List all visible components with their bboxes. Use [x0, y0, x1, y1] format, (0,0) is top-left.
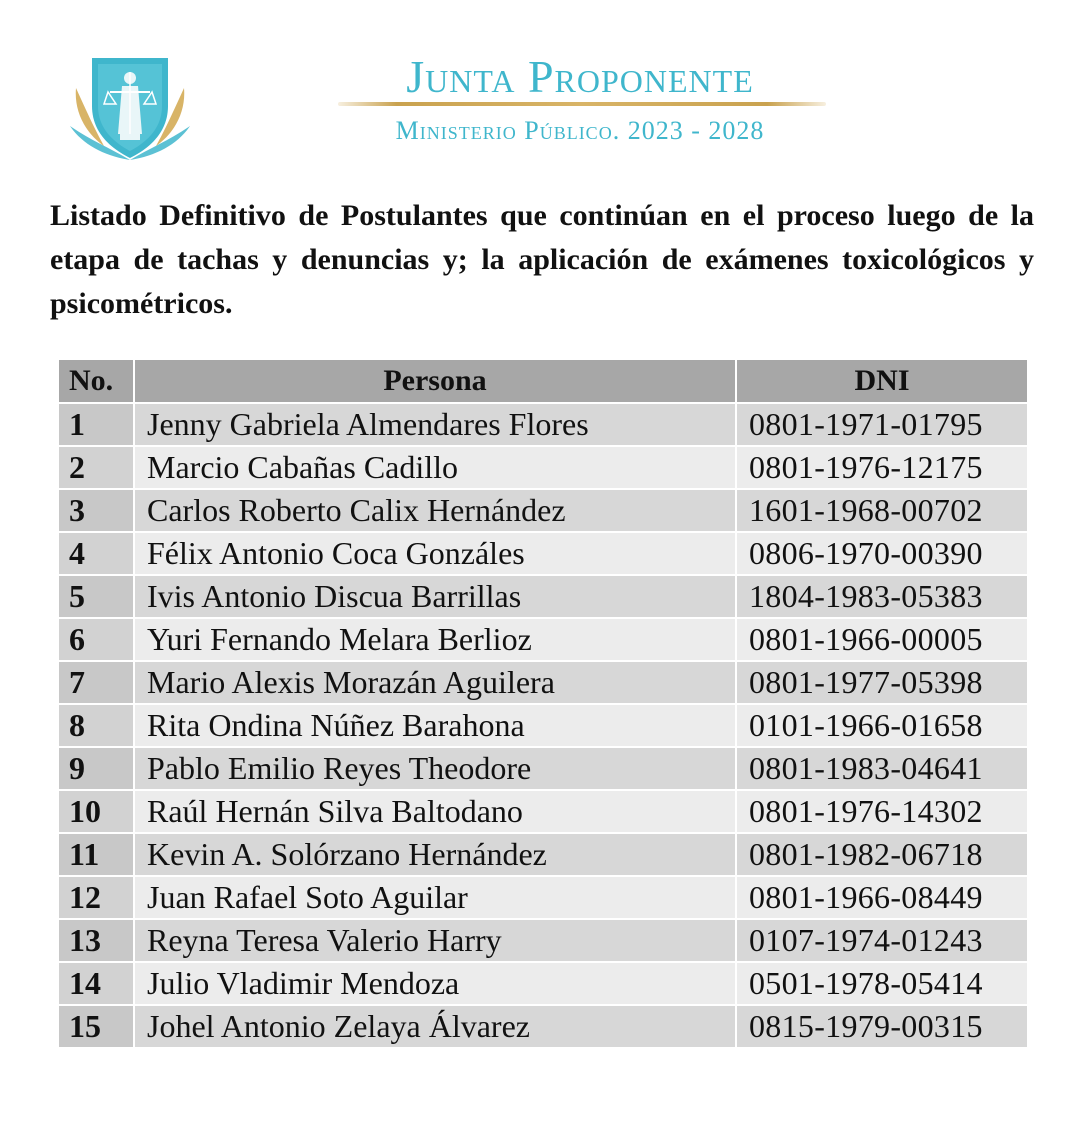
- cell-number: 1: [59, 403, 134, 446]
- cell-number: 15: [59, 1005, 134, 1048]
- cell-persona: Julio Vladimir Mendoza: [134, 962, 736, 1005]
- table-row: [59, 704, 1027, 747]
- table-row: [59, 532, 1027, 575]
- cell-persona: Reyna Teresa Valerio Harry: [134, 919, 736, 962]
- cell-number: 13: [59, 919, 134, 962]
- cell-dni: 0801-1976-14302: [736, 790, 1027, 833]
- brand-title: Junta Proponente: [406, 51, 754, 102]
- table-header-row: [59, 360, 1027, 403]
- cell-dni: 0801-1971-01795: [736, 403, 1027, 446]
- table-row: [59, 446, 1027, 489]
- table-row: [59, 1005, 1027, 1048]
- table-body: [59, 403, 1027, 1048]
- applicants-table: [59, 360, 1027, 1049]
- column-header-dni: DNI: [736, 360, 1027, 403]
- brand-divider: [338, 102, 826, 106]
- cell-persona: Ivis Antonio Discua Barrillas: [134, 575, 736, 618]
- cell-persona: Johel Antonio Zelaya Álvarez: [134, 1005, 736, 1048]
- cell-persona: Juan Rafael Soto Aguilar: [134, 876, 736, 919]
- cell-dni: 0801-1982-06718: [736, 833, 1027, 876]
- cell-dni: 0801-1983-04641: [736, 747, 1027, 790]
- table-row: [59, 919, 1027, 962]
- cell-persona: Yuri Fernando Melara Berlioz: [134, 618, 736, 661]
- cell-number: 12: [59, 876, 134, 919]
- cell-number: 10: [59, 790, 134, 833]
- table-row: [59, 618, 1027, 661]
- cell-dni: 0107-1974-01243: [736, 919, 1027, 962]
- cell-dni: 0101-1966-01658: [736, 704, 1027, 747]
- cell-number: 6: [59, 618, 134, 661]
- brand-block: [330, 50, 830, 150]
- table-row: [59, 790, 1027, 833]
- cell-persona: Kevin A. Solórzano Hernández: [134, 833, 736, 876]
- cell-persona: Félix Antonio Coca Gonzáles: [134, 532, 736, 575]
- justice-shield-icon: [60, 48, 200, 166]
- table-row: [59, 876, 1027, 919]
- document-intro: Listado Definitivo de Postulantes que continúan en el proceso luego de la etapa de tachas y denuncias y; la aplicación de exámenes toxicológicos y psicométricos.: [50, 199, 1034, 320]
- cell-persona: Jenny Gabriela Almendares Flores: [134, 403, 736, 446]
- cell-dni: 0801-1976-12175: [736, 446, 1027, 489]
- cell-dni: 0806-1970-00390: [736, 532, 1027, 575]
- brand-subtitle: Ministerio Público. 2023 - 2028: [395, 116, 765, 145]
- cell-dni: 1601-1968-00702: [736, 489, 1027, 532]
- table-row: [59, 661, 1027, 704]
- table-row: [59, 962, 1027, 1005]
- cell-dni: 0815-1979-00315: [736, 1005, 1027, 1048]
- cell-number: 11: [59, 833, 134, 876]
- table-row: [59, 403, 1027, 446]
- cell-persona: Mario Alexis Morazán Aguilera: [134, 661, 736, 704]
- document-header: [0, 0, 1068, 180]
- cell-persona: Carlos Roberto Calix Hernández: [134, 489, 736, 532]
- cell-persona: Marcio Cabañas Cadillo: [134, 446, 736, 489]
- cell-persona: Pablo Emilio Reyes Theodore: [134, 747, 736, 790]
- cell-persona: Rita Ondina Núñez Barahona: [134, 704, 736, 747]
- cell-number: 9: [59, 747, 134, 790]
- cell-dni: 0801-1966-00005: [736, 618, 1027, 661]
- cell-number: 3: [59, 489, 134, 532]
- cell-number: 14: [59, 962, 134, 1005]
- cell-dni: 0501-1978-05414: [736, 962, 1027, 1005]
- cell-number: 4: [59, 532, 134, 575]
- cell-number: 2: [59, 446, 134, 489]
- cell-dni: 1804-1983-05383: [736, 575, 1027, 618]
- cell-dni: 0801-1966-08449: [736, 876, 1027, 919]
- cell-number: 8: [59, 704, 134, 747]
- column-header-no: No.: [59, 360, 134, 403]
- table-row: [59, 575, 1027, 618]
- table-row: [59, 833, 1027, 876]
- cell-persona: Raúl Hernán Silva Baltodano: [134, 790, 736, 833]
- column-header-persona: Persona: [134, 360, 736, 403]
- table-row: [59, 747, 1027, 790]
- cell-number: 5: [59, 575, 134, 618]
- cell-dni: 0801-1977-05398: [736, 661, 1027, 704]
- cell-number: 7: [59, 661, 134, 704]
- table-row: [59, 489, 1027, 532]
